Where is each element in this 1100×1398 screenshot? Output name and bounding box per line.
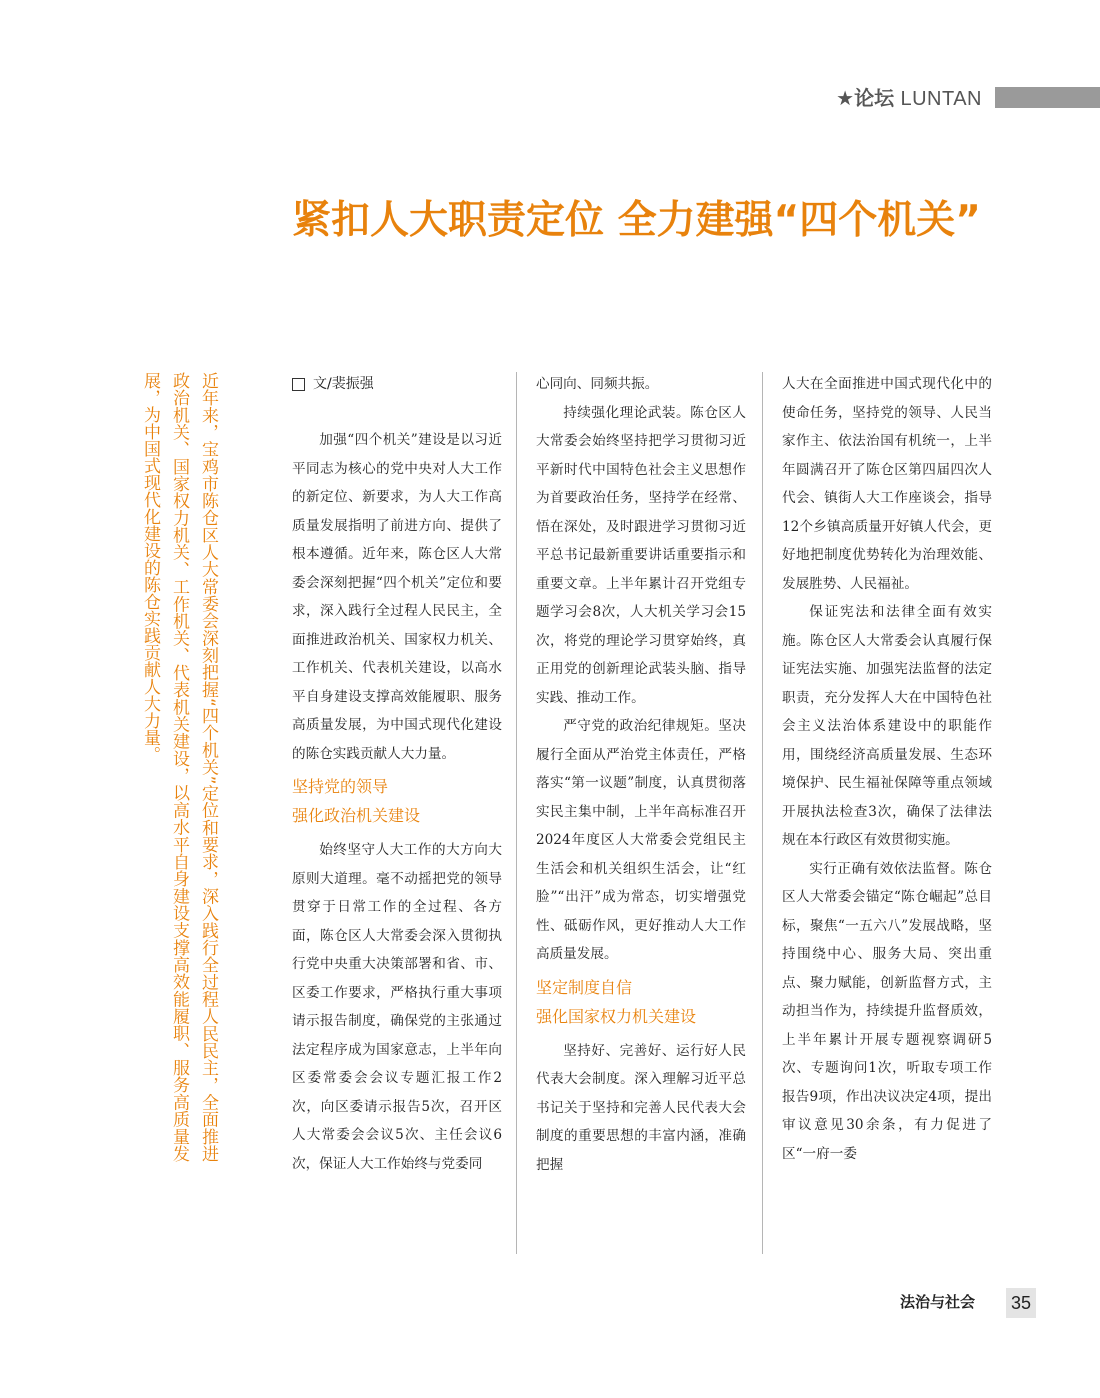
section-label-zh: 论坛 [854, 86, 895, 110]
square-icon [292, 378, 305, 391]
article-title: 紧扣人大职责定位 全力建强“四个机关” [292, 198, 981, 243]
column-divider [762, 372, 763, 1254]
column-divider [516, 372, 517, 1254]
subheading-line: 坚定制度自信 [536, 977, 633, 997]
paragraph: 始终坚守人大工作的大方向大原则大道理。毫不动摇把党的领导贯穿于日常工作的全过程、各方面，陈仓区人大常委会深入贯彻执行党中央重大决策部署和省、市、区委工作要求，严格执行重大事项请示报告制度，确保党的主张通过法定程序成为国家意志，上半年向区委常委会会议专题汇报工作2次，向区委请示报告5次，召开区人大常委会会议5次、主任会议6次，保证人大工作始终与党委同 [292, 842, 502, 1172]
paragraph: 严守党的政治纪律规矩。坚决履行全面从严治党主体责任，严格落实“第一议题”制度，认真贯彻落实民主集中制，上半年高标准召开2024年度区人大常委会党组民主生活会和机关组织生活会，让“红脸”“出汗”成为常态，切实增强党性、砥砺作风，更好推动人大工作高质量发展。 [536, 718, 746, 962]
column-3 [782, 370, 992, 1168]
subheading [536, 973, 746, 1031]
author-line [292, 370, 502, 398]
paragraph: 加强“四个机关”建设是以习近平同志为核心的党中央对人大工作的新定位、新要求，为人大工作高质量发展指明了前进方向、提供了根本遵循。近年来，陈仓区人大常委会深刻把握“四个机关”定位和要求，深入践行全过程人民民主，全面推进政治机关、国家权力机关、工作机关、代表机关建设，以高水平自身建设支撑高效能履职、服务高质量发展，为中国式现代化建设的陈仓实践贡献人大力量。 [292, 432, 502, 762]
star-icon: ★ [836, 86, 855, 110]
page-number: 35 [1006, 1288, 1036, 1318]
author-name: 文/裴振强 [313, 376, 374, 392]
paragraph: 保证宪法和法律全面有效实施。陈仓区人大常委会认真履行保证宪法实施、加强宪法监督的法定职责，充分发挥人大在中国特色社会主义法治体系建设中的职能作用，围绕经济高质量发展、生态环境保护、民生福祉保障等重点领域开展执法检查3次，确保了法律法规在本行政区有效贯彻实施。 [782, 604, 992, 848]
subheading-line: 坚持党的领导 [292, 777, 389, 796]
paragraph: 人大在全面推进中国式现代化中的使命任务，坚持党的领导、人民当家作主、依法治国有机统一，上半年圆满召开了陈仓区第四届四次人代会、镇街人大工作座谈会，指导12个乡镇高质量开好镇人代会，更好地把制度优势转化为治理效能、发展胜势、人民福祉。 [782, 376, 992, 592]
subheading-line: 强化政治机关建设 [292, 806, 421, 825]
section-bar [995, 87, 1100, 108]
subheading [292, 772, 502, 830]
section-label [836, 86, 982, 111]
paragraph: 心同向、同频共振。 [536, 376, 659, 392]
paragraph: 实行正确有效依法监督。陈仓区人大常委会锚定“陈仓崛起”总目标，聚焦“一五六八”发展战略，坚持围绕中心、服务大局、突出重点、聚力赋能，创新监督方式，主动担当作为，持续提升监督质效，上半年累计开展专题视察调研5次、专题询问1次，听取专项工作报告9项，作出决议决定4项，提出审议意见30余条，有力促进了区“一府一委 [782, 860, 992, 1162]
section-label-en: LUNTAN [900, 88, 982, 110]
paragraph: 持续强化理论武装。陈仓区人大常委会始终坚持把学习贯彻习近平新时代中国特色社会主义思想作为首要政治任务，坚持学在经常、悟在深处，及时跟进学习贯彻习近平总书记最新重要讲话重要指示和重要文章。上半年累计召开党组专题学习会8次，人大机关学习会15次，将党的理论学习贯穿始终，真正用党的创新理论武装头脑、指导实践、推动工作。 [536, 404, 746, 706]
subheading-line: 强化国家权力机关建设 [536, 1006, 697, 1026]
column-1 [292, 370, 502, 1178]
paragraph: 坚持好、完善好、运行好人民代表大会制度。深入理解习近平总书记关于坚持和完善人民代表大会制度的重要思想的丰富内涵，准确把握 [536, 1042, 746, 1173]
magazine-name: 法治与社会 [900, 1293, 976, 1311]
column-2 [536, 370, 746, 1179]
lead-paragraph: 近年来，宝鸡市陈仓区人大常委会深刻把握“四个机关”定位和要求，深入践行全过程人民民主，全面推进政治机关、国家权力机关、工作机关、代表机关建设，以高水平自身建设支撑高效能履职、服务高质量发展，为中国式现代化建设的陈仓实践贡献人大力量。 [140, 372, 218, 1162]
